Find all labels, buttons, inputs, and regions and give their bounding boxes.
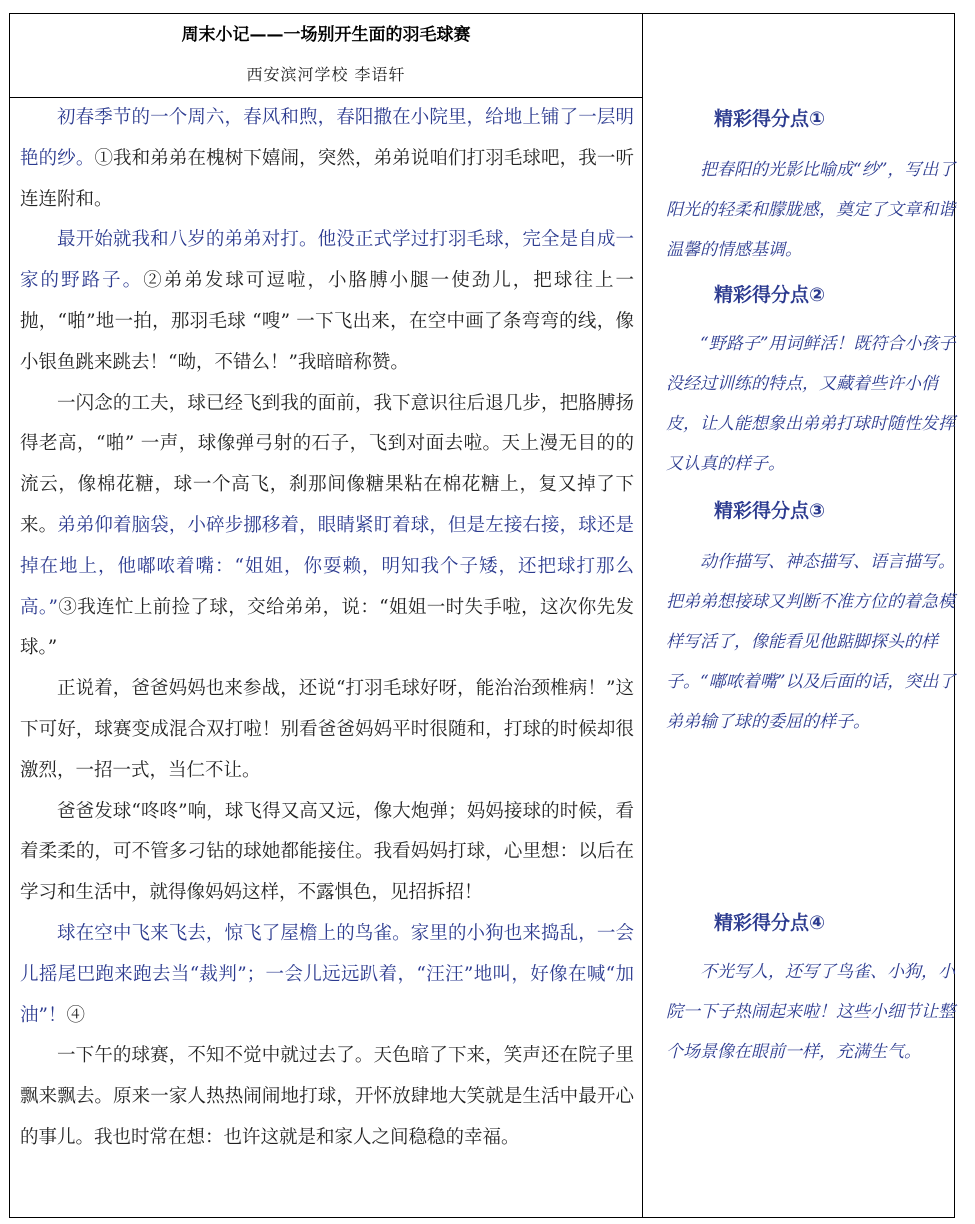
essay-title: 周末小记——一场别开生面的羽毛球赛	[181, 25, 471, 45]
note-title-3: 精彩得分点③	[714, 500, 826, 522]
note-title-1: 精彩得分点①	[714, 108, 826, 130]
paragraph-1	[20, 98, 634, 220]
highlight-text: 弟弟仰着脑袋，小碎步挪移着，眼睛紧盯着球，但是左接右接，球还是掉在地上，他嘟哝着嘴：“姐姐，你耍赖，明知我个子矮，还把球打那么高。”	[20, 514, 634, 618]
highlight-text: 初春季节的一个周六，春风和煦，春阳撒在小院里，给地上铺了一层明艳的纱。	[20, 107, 634, 169]
column-divider	[642, 14, 643, 1217]
plain-text: ④	[66, 1004, 85, 1026]
plain-text: ③我连忙上前捡了球，交给弟弟，说：“姐姐一时失手啦，这次你先发球。”	[20, 596, 634, 659]
essay-body	[20, 98, 634, 1159]
paragraph-3	[20, 384, 634, 670]
paragraph-5: 爸爸发球“咚咚”响，球飞得又高又远，像大炮弹；妈妈接球的时候，看着柔柔的，可不管多刁钻的球她都能接住。我看妈妈打球，心里想：以后在学习和生活中，就得像妈妈这样，不露惧色，见招拆招！	[20, 800, 634, 904]
note-body-3: 动作描写、神态描写、语言描写。把弟弟想接球又判断不准方位的着急模样写活了，像能看见他踮脚探头的样子。“嘟哝着嘴”以及后面的话，突出了弟弟输了球的委屈的样子。	[666, 552, 956, 732]
paragraph-6	[20, 914, 634, 1036]
note-body-2: “野路子”用词鲜活！既符合小孩子没经过训练的特点，又藏着些许小俏皮，让人能想象出弟弟打球时随性发挥又认真的样子。	[666, 334, 956, 474]
essay-author: 西安滨河学校 李语轩	[246, 65, 406, 84]
paragraph-7: 一下午的球赛，不知不觉中就过去了。天色暗了下来，笑声还在院子里飘来飘去。原来一家人热热闹闹地打球，开怀放肆地大笑就是生活中最开心的事儿。我也时常在想：也许这就是和家人之间稳稳的幸福。	[20, 1045, 634, 1148]
plain-text: 一闪念的工夫，球已经飞到我的面前，我下意识往后退几步，把胳膊扬得老高，“啪” 一声，球像弹弓射的石子，飞到对面去啦。天上漫无目的的流云，像棉花糖，球一个高飞，刹那间像糖果粘在棉花糖上，复又掉了下来。	[20, 392, 634, 536]
essay-table	[9, 13, 955, 1218]
plain-text: ①我和弟弟在槐树下嬉闹，突然，弟弟说咱们打羽毛球吧，我一听连连附和。	[20, 147, 634, 210]
paragraph-2	[20, 220, 634, 383]
note-body-1: 把春阳的光影比喻成“纱”，写出了阳光的轻柔和朦胧感，奠定了文章和谐温馨的情感基调。	[666, 160, 956, 260]
plain-text: ②弟弟发球可逗啦，小胳膊小腿一使劲儿，把球往上一抛，“啪”地一拍，那羽毛球 “嗖” 一下飞出来，在空中画了条弯弯的线，像小银鱼跳来跳去！“呦，不错么！”我暗暗称赞。	[20, 270, 634, 373]
paragraph-4: 正说着，爸爸妈妈也来参战，还说“打羽毛球好呀，能治治颈椎病！”这下可好，球赛变成混合双打啦！别看爸爸妈妈平时很随和，打球的时候却很激烈，一招一式，当仁不让。	[20, 678, 634, 781]
note-body-4: 不光写人，还写了鸟雀、小狗，小院一下子热闹起来啦！这些小细节让整个场景像在眼前一样，充满生气。	[666, 962, 955, 1062]
note-title-4: 精彩得分点④	[714, 912, 826, 934]
highlight-text: 球在空中飞来飞去，惊飞了屋檐上的鸟雀。家里的小狗也来捣乱，一会儿摇尾巴跑来跑去当“裁判”；一会儿远远趴着，“汪汪”地叫，好像在喊“加油”！	[20, 922, 634, 1026]
highlight-text: 最开始就我和八岁的弟弟对打。他没正式学过打羽毛球，完全是自成一家的野路子。	[20, 229, 634, 292]
note-title-2: 精彩得分点②	[714, 284, 826, 306]
